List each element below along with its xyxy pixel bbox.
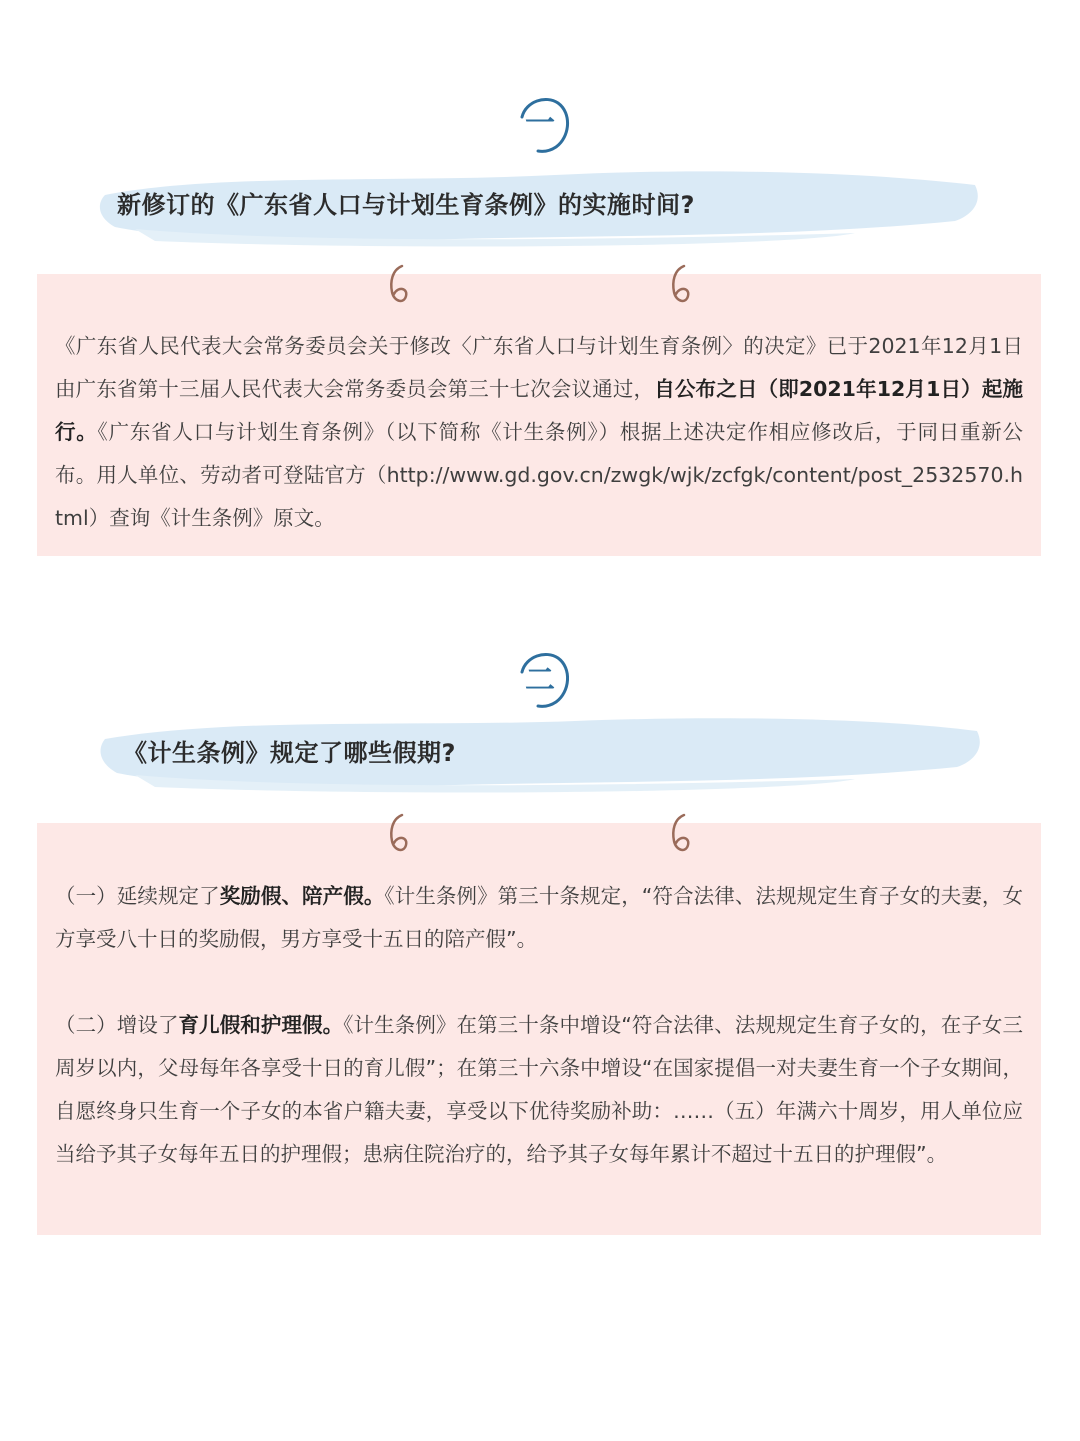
- numeral-text: 二: [525, 663, 555, 698]
- binder-ring-icon: [384, 262, 414, 312]
- section-heading: 《计生条例》规定了哪些假期?: [123, 739, 456, 767]
- section-number-one: [500, 85, 580, 165]
- binder-ring-icon: [666, 811, 696, 861]
- content-panel: [37, 823, 1041, 1235]
- binder-ring-icon: [384, 811, 414, 861]
- text-segment: 《计生条例》在第三十条中增设“符合法律、法规规定生育子女的，在子女三周岁以内，父母每年各享受十日的育儿假”；在第三十六条中增设“在国家提倡一对夫妻生育一个子女期间，自愿终身只生育一个子女的本省户籍夫妻，享受以下优待奖励补助：……（五）年满六十周岁，用人单位应当给予其子女每年五日的护理假；患病住院治疗的，给予其子女每年累计不超过十五日的护理假”。: [55, 1013, 1023, 1166]
- numeral-text: 一: [525, 106, 555, 141]
- content-panel: [37, 274, 1041, 556]
- text-segment: 《广东省人民代表大会常务委员会关于修改〈广东省人口与计划生育条例〉的决定》已于2021年12月1日由广东省第十三届人民代表大会常务委员会第三十七次会议通过，: [55, 334, 1023, 401]
- text-segment: （二）增设了: [55, 1013, 179, 1037]
- section-leave-types: [0, 560, 1080, 1240]
- numeral-circle-icon: [500, 85, 580, 165]
- text-segment: （一）延续规定了: [55, 884, 220, 908]
- binder-ring-icon: [666, 262, 696, 312]
- heading-band: [95, 155, 985, 255]
- bold-text-segment: 育儿假和护理假。: [178, 1013, 344, 1037]
- bold-text-segment: 奖励假、陪产假。: [219, 884, 385, 908]
- body-paragraph: [55, 1004, 1023, 1176]
- text-segment: 《计生条例》第三十条规定，“符合法律、法规规定生育子女的夫妻，女方享受八十日的奖励假，男方享受十五日的陪产假”。: [55, 884, 1023, 951]
- text-segment: 《广东省人口与计划生育条例》（以下简称《计生条例》）根据上述决定作相应修改后，于同日重新公布。用人单位、劳动者可登陆官方（http://www.gd.gov.cn/zwgk/wjk/zcfgk/content/post_2532570.html）查询《计生条例》原文。: [55, 420, 1024, 530]
- bold-text-segment: 自公布之日（即2021年12月1日）起施行。: [55, 377, 1023, 444]
- section-heading: 新修订的《广东省人口与计划生育条例》的实施时间?: [117, 191, 695, 219]
- body-paragraph: [55, 875, 1023, 961]
- heading-band: [95, 703, 985, 803]
- body-paragraph: [55, 325, 1023, 540]
- section-implementation-date: [0, 0, 1080, 560]
